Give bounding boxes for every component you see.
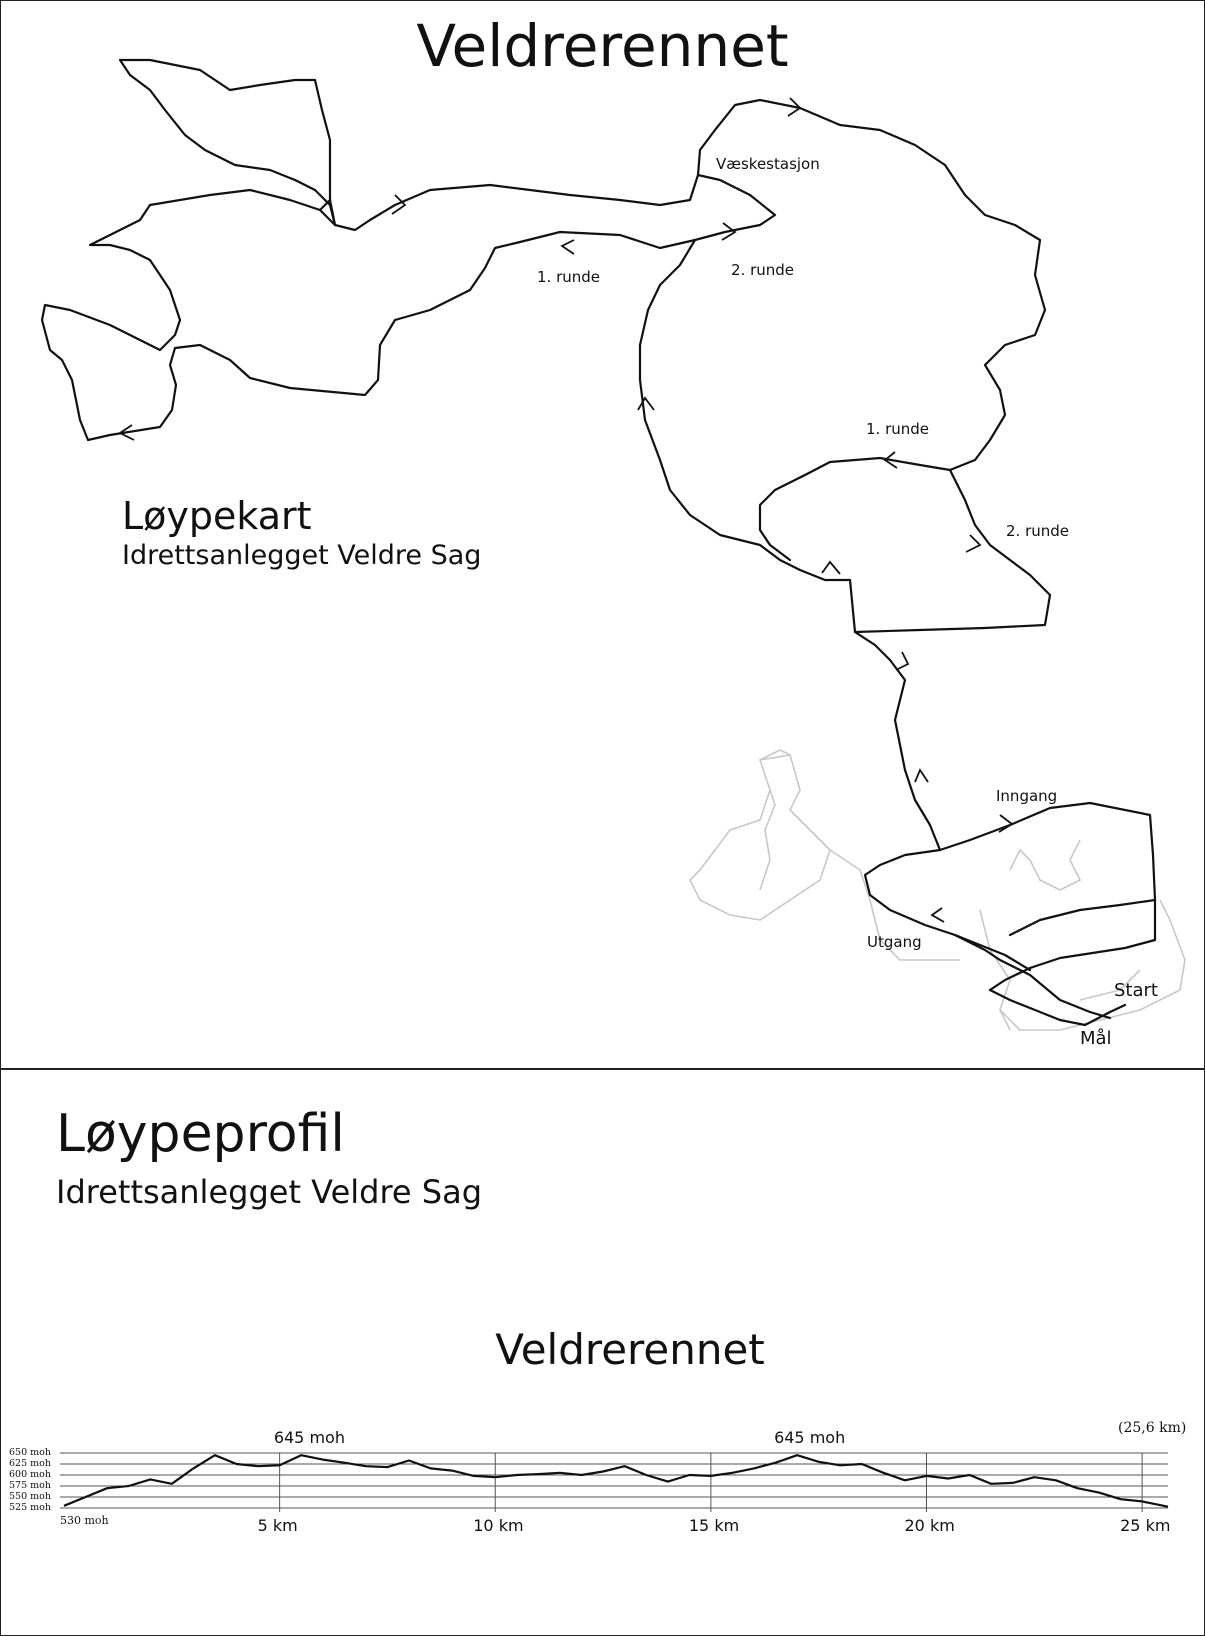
label-inngang: Inngang xyxy=(996,787,1058,805)
total-distance-label: (25,6 km) xyxy=(1118,1420,1187,1436)
x-tick-label: 5 km xyxy=(257,1516,298,1535)
x-tick-label: 15 km xyxy=(688,1516,740,1535)
legend-subtitle: Idrettsanlegget Veldre Sag xyxy=(122,540,482,571)
grid-horizontal xyxy=(60,1453,1168,1508)
profile-section-title: Løypeprofil xyxy=(56,1104,345,1164)
y-tick-label: 525 moh xyxy=(9,1502,51,1513)
label-maal: Mål xyxy=(1080,1028,1112,1049)
y-tick-label: 575 moh xyxy=(9,1480,51,1491)
label-utgang: Utgang xyxy=(867,933,922,951)
x-tick-label: 10 km xyxy=(473,1516,524,1535)
chart-title: Veldrerennet xyxy=(495,1325,765,1374)
legend-title: Løypekart xyxy=(122,494,312,538)
label-runde1-top: 1. runde xyxy=(537,268,601,286)
label-runde2-mid: 2. runde xyxy=(1006,522,1070,540)
y-tick-label: 625 moh xyxy=(9,1458,51,1469)
y-tick-label: 650 moh xyxy=(9,1447,51,1458)
peak-label: 645 moh xyxy=(273,1428,345,1447)
label-vaeskestasjon: Væskestasjon xyxy=(716,155,820,173)
label-runde2-top: 2. runde xyxy=(731,261,795,279)
profile-section-subtitle: Idrettsanlegget Veldre Sag xyxy=(56,1173,482,1211)
x-tick-label: 25 km xyxy=(1120,1516,1171,1535)
peak-label: 645 moh xyxy=(774,1428,846,1447)
label-runde1-mid: 1. runde xyxy=(866,420,930,438)
start-elevation-label: 530 moh xyxy=(60,1514,109,1527)
x-tick-label: 20 km xyxy=(904,1516,955,1535)
y-tick-label: 600 moh xyxy=(9,1469,51,1480)
y-tick-label: 550 moh xyxy=(9,1491,51,1502)
label-start: Start xyxy=(1114,980,1158,1001)
elevation-line xyxy=(64,1455,1168,1507)
map-title: Veldrerennet xyxy=(416,12,789,80)
